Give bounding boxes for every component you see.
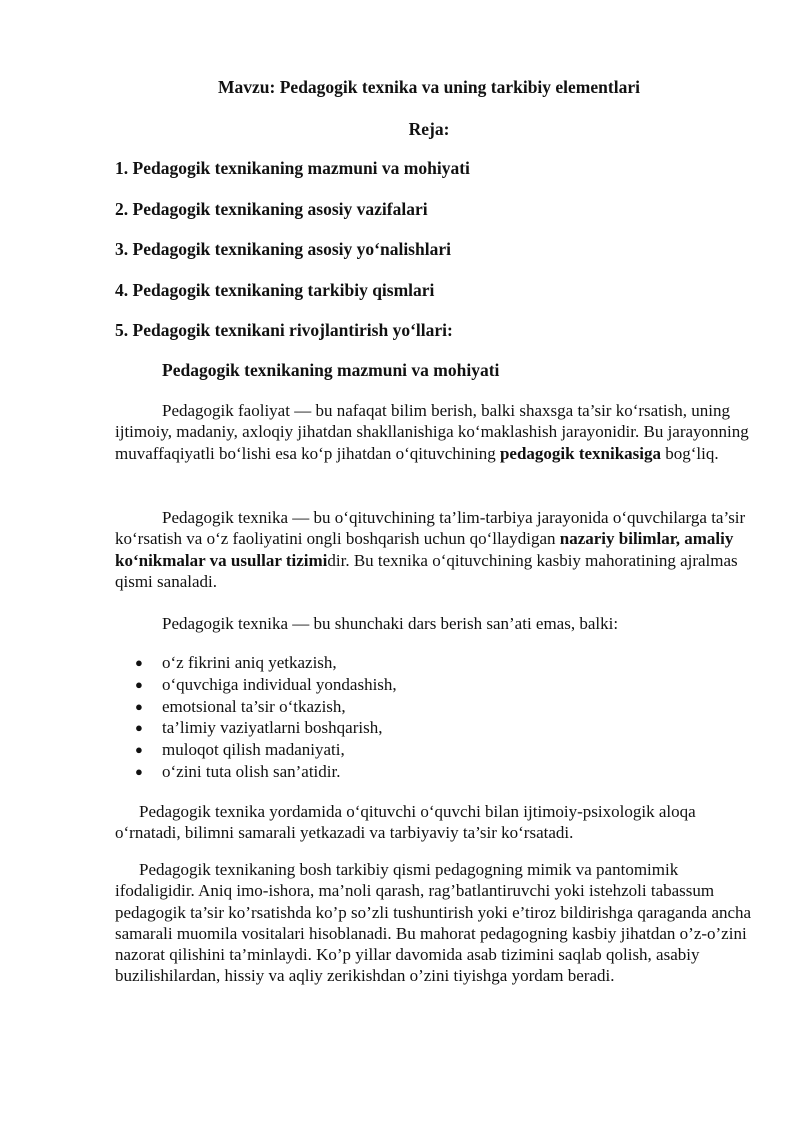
section-heading: Pedagogik texnikaning mazmuni va mohiyati: [162, 360, 500, 380]
paragraph-2-text-after: dir. Bu texnika o‘qituvchining kasbiy mahoratining ajralmas qismi sanaladi.: [115, 550, 738, 591]
paragraph-1: [115, 400, 755, 464]
plan-heading: Reja:: [408, 119, 450, 139]
paragraph-3: Pedagogik texnika — bu shunchaki dars berish san’ati emas, balki:: [162, 614, 619, 633]
bullet-text: ta’limiy vaziyatlarni boshqarish,: [162, 718, 383, 738]
bullet-text: muloqot qilish madaniyati,: [162, 740, 345, 760]
plan-item: 1. Pedagogik texnikaning mazmuni va mohiyati: [115, 158, 470, 178]
bullet-list: [135, 652, 397, 783]
paragraph-1-bold: pedagogik texnikasiga: [499, 443, 662, 463]
bullet-text: emotsional ta’sir o‘tkazish,: [162, 696, 346, 716]
paragraph-1-text-before: Pedagogik faoliyat — bu nafaqat bilim berish, balki shaxsga ta’sir ko‘rsatish, uning ijtimoiy, madaniy, axloqiy jihatdan shakllanishiga ko‘maklashish jarayonidir. Bu jarayonning muvaffaqiyatli bo‘lishi esa ko‘p jihatdan o‘qituvchining: [115, 401, 749, 463]
bullet-item: [135, 739, 397, 761]
plan-item: 3. Pedagogik texnikaning asosiy yo‘nalishlari: [115, 239, 451, 259]
plan-item: 4. Pedagogik texnikaning tarkibiy qismlari: [115, 279, 435, 300]
paragraph-4: Pedagogik texnika yordamida o‘qituvchi o‘quvchi bilan ijtimoiy-psixologik aloqa o‘rnatadi, bilimni samarali yetkazadi va tarbiyaviy ta’sir ko‘rsatadi.: [115, 802, 696, 843]
bullet-item: [135, 696, 397, 718]
paragraph-2-bold: nazariy bilimlar, amaliy ko‘nikmalar va usullar tizimi: [115, 529, 734, 570]
plan-list: [115, 157, 470, 360]
bullet-item: [135, 652, 397, 674]
paragraph-5: Pedagogik texnikaning bosh tarkibiy qismi pedagogning mimik va pantomimik ifodaligidir. Aniq imo-ishora, ma’noli qarash, rag’batlantiruvchi yoki istehzoli tabassum pedagogik ta’sir ko’rsatishda ko’p so’zli tushuntirish yoki e’tiroz bildirishga qaraganda ancha samarali muomila vositalari hisoblanadi. Bu mahorat pedagogning kasbiy jihatdan o’z-o’zini nazorat qilishini ta’minlaydi. Ko’p yillar davomida asab tizimini saqlab qolish, asabiy buzilishilardan, hissiy va aqliy zerikishdan o’zini tiyishga yordam beradi.: [115, 860, 752, 986]
paragraph-2-text-before: Pedagogik texnika — bu o‘qituvchining ta’lim-tarbiya jarayonida o‘quvchilarga ta’sir ko‘rsatish va o‘z faoliyatini ongli boshqarish uchun qo‘llaydigan: [115, 508, 746, 549]
plan-item: 5. Pedagogik texnikani rivojlantirish yo‘llari:: [115, 320, 453, 340]
bullet-icon: ●: [135, 720, 143, 736]
paragraph-1-text-after: bog‘liq.: [661, 443, 719, 463]
bullet-icon: ●: [135, 763, 143, 779]
bullet-text: o‘z fikrini aniq yetkazish,: [162, 653, 337, 672]
bullet-item: [135, 717, 397, 739]
bullet-text: o‘zini tuta olish san’atidir.: [162, 761, 341, 781]
bullet-icon: ●: [135, 676, 143, 692]
paragraph-2: [115, 507, 755, 592]
bullet-icon: ●: [135, 742, 143, 758]
plan-item: 2. Pedagogik texnikaning asosiy vazifalari: [115, 198, 428, 219]
bullet-text: o‘quvchiga individual yondashish,: [162, 674, 397, 694]
document-title: Mavzu: Pedagogik texnika va uning tarkibiy elementlari: [218, 77, 640, 97]
bullet-icon: ●: [135, 698, 143, 714]
bullet-item: [135, 761, 397, 783]
bullet-icon: ●: [135, 655, 143, 670]
bullet-item: [135, 674, 397, 696]
